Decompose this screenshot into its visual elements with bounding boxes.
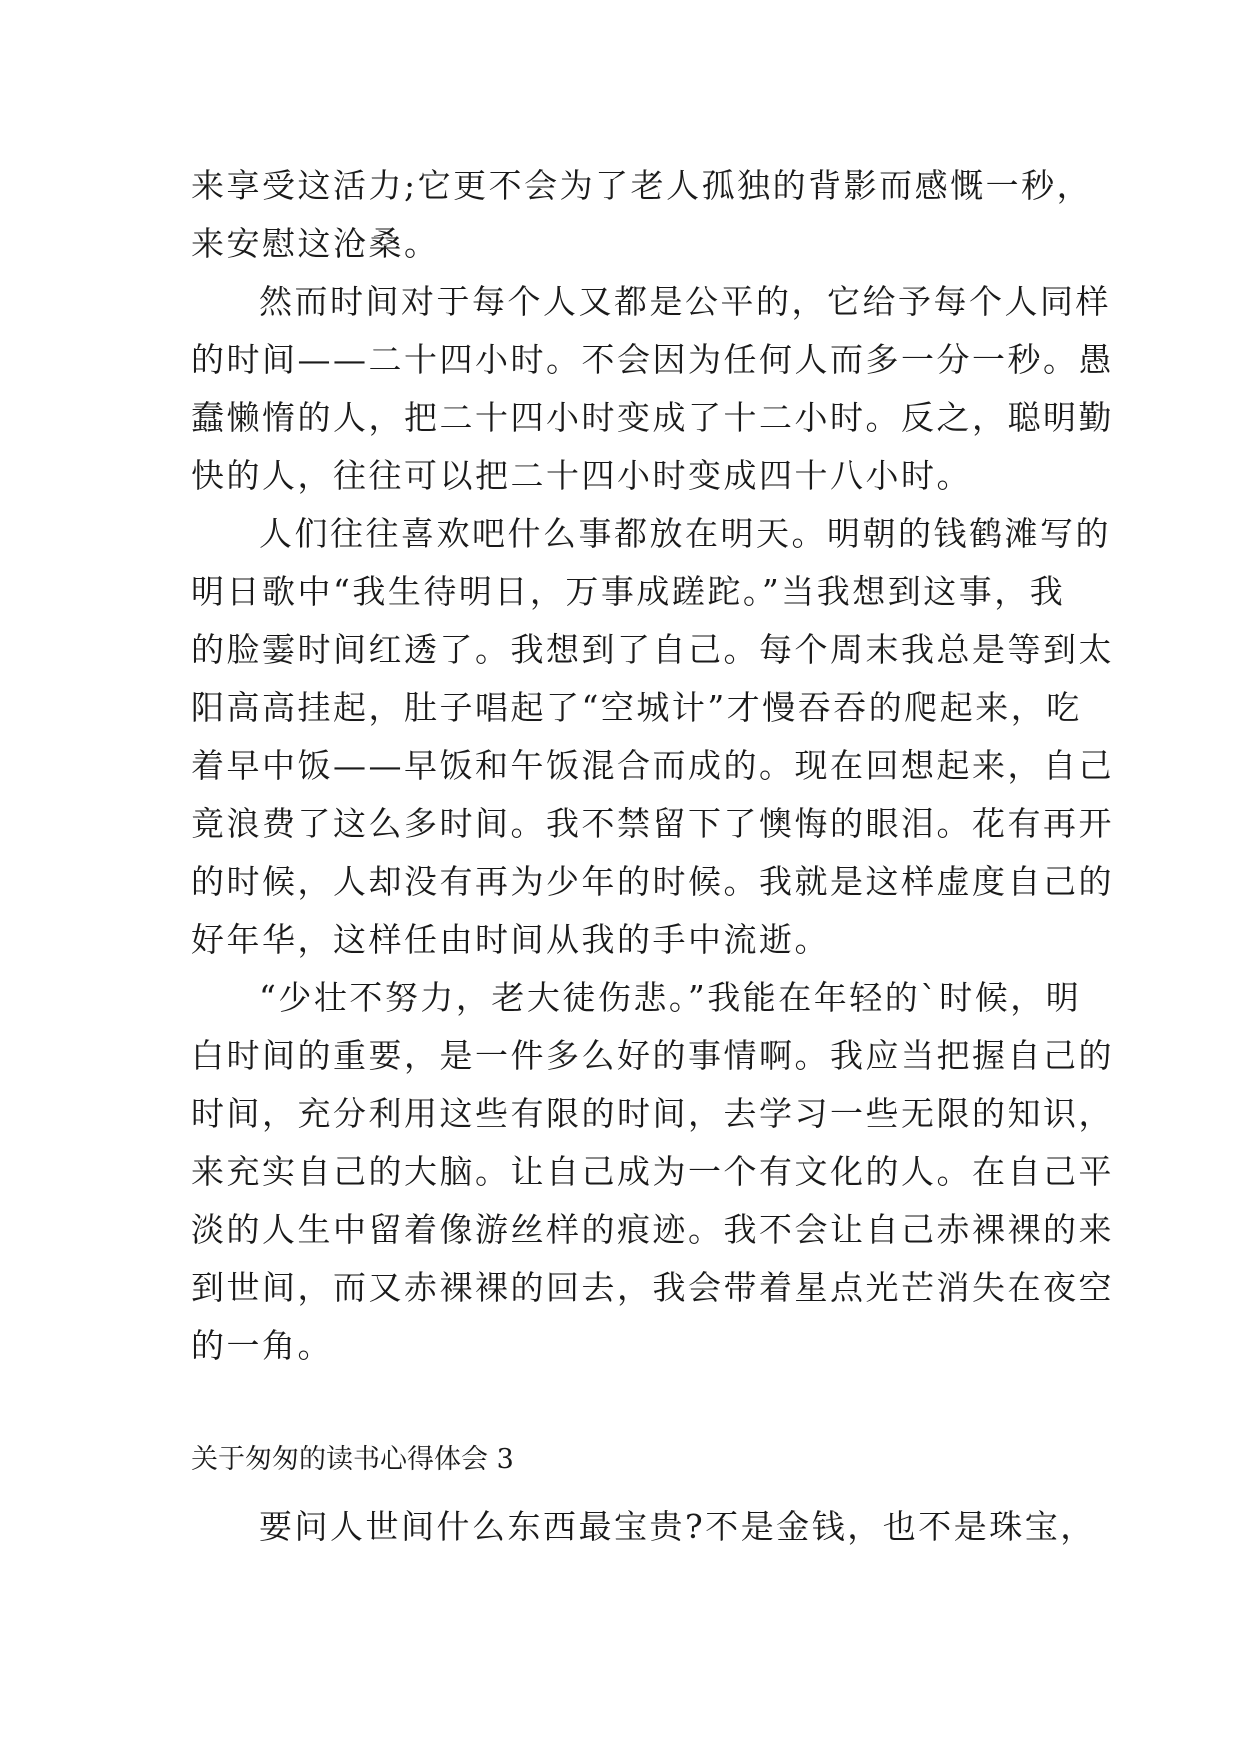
paragraph-line: 竟浪费了这么多时间。我不禁留下了懊悔的眼泪。花有再开 bbox=[191, 804, 1114, 843]
paragraph-line: 着早中饭——早饭和午饭混合而成的。现在回想起来，自己 bbox=[191, 746, 1114, 785]
paragraph-line: 的一角。 bbox=[191, 1326, 333, 1365]
paragraph-line: 蠢懒惰的人，把二十四小时变成了十二小时。反之，聪明勤 bbox=[191, 398, 1114, 437]
paragraph-line: 来充实自己的大脑。让自己成为一个有文化的人。在自己平 bbox=[191, 1152, 1114, 1191]
paragraph-line: 时间，充分利用这些有限的时间，去学习一些无限的知识， bbox=[191, 1094, 1114, 1133]
section-heading-block bbox=[191, 1439, 1071, 1481]
paragraph-2 bbox=[191, 273, 1114, 505]
paragraph-line: 人们往往喜欢吧什么事都放在明天。明朝的钱鹤滩写的 bbox=[259, 514, 1111, 553]
paragraph-line: 阳高高挂起，肚子唱起了“空城计”才慢吞吞的爬起来，吃 bbox=[191, 688, 1082, 727]
paragraph-line: 要问人世间什么东西最宝贵?不是金钱，也不是珠宝， bbox=[259, 1507, 1096, 1546]
paragraph-line: “少壮不努力，老大徒伤悲。”我能在年轻的`时候，明 bbox=[259, 978, 1082, 1017]
section-heading: 关于匆匆的读书心得体会 3 bbox=[191, 1444, 514, 1475]
paragraph-line: 然而时间对于每个人又都是公平的，它给予每个人同样 bbox=[259, 282, 1111, 321]
paragraph-line: 白时间的重要，是一件多么好的事情啊。我应当把握自己的 bbox=[191, 1036, 1114, 1075]
paragraph-3 bbox=[191, 505, 1114, 969]
paragraph-line: 的时间——二十四小时。不会因为任何人而多一分一秒。愚 bbox=[191, 340, 1114, 379]
paragraph-line: 快的人，往往可以把二十四小时变成四十八小时。 bbox=[191, 456, 972, 495]
paragraph-5 bbox=[191, 1498, 1096, 1556]
paragraph-4 bbox=[191, 969, 1114, 1375]
paragraph-line: 来享受这活力;它更不会为了老人孤独的背影而感慨一秒， bbox=[191, 166, 1093, 205]
paragraph-line: 好年华，这样任由时间从我的手中流逝。 bbox=[191, 920, 830, 959]
paragraph-line: 明日歌中“我生待明日，万事成蹉跎。”当我想到这事，我 bbox=[191, 572, 1066, 611]
paragraph-line: 的脸霎时间红透了。我想到了自己。每个周末我总是等到太 bbox=[191, 630, 1114, 669]
paragraph-line: 的时候，人却没有再为少年的时候。我就是这样虚度自己的 bbox=[191, 862, 1114, 901]
paragraph-line: 来安慰这沧桑。 bbox=[191, 224, 440, 263]
paragraph-line: 淡的人生中留着像游丝样的痕迹。我不会让自己赤裸裸的来 bbox=[191, 1210, 1114, 1249]
paragraph-line: 到世间，而又赤裸裸的回去，我会带着星点光芒消失在夜空 bbox=[191, 1268, 1114, 1307]
paragraph-1 bbox=[191, 157, 1093, 273]
